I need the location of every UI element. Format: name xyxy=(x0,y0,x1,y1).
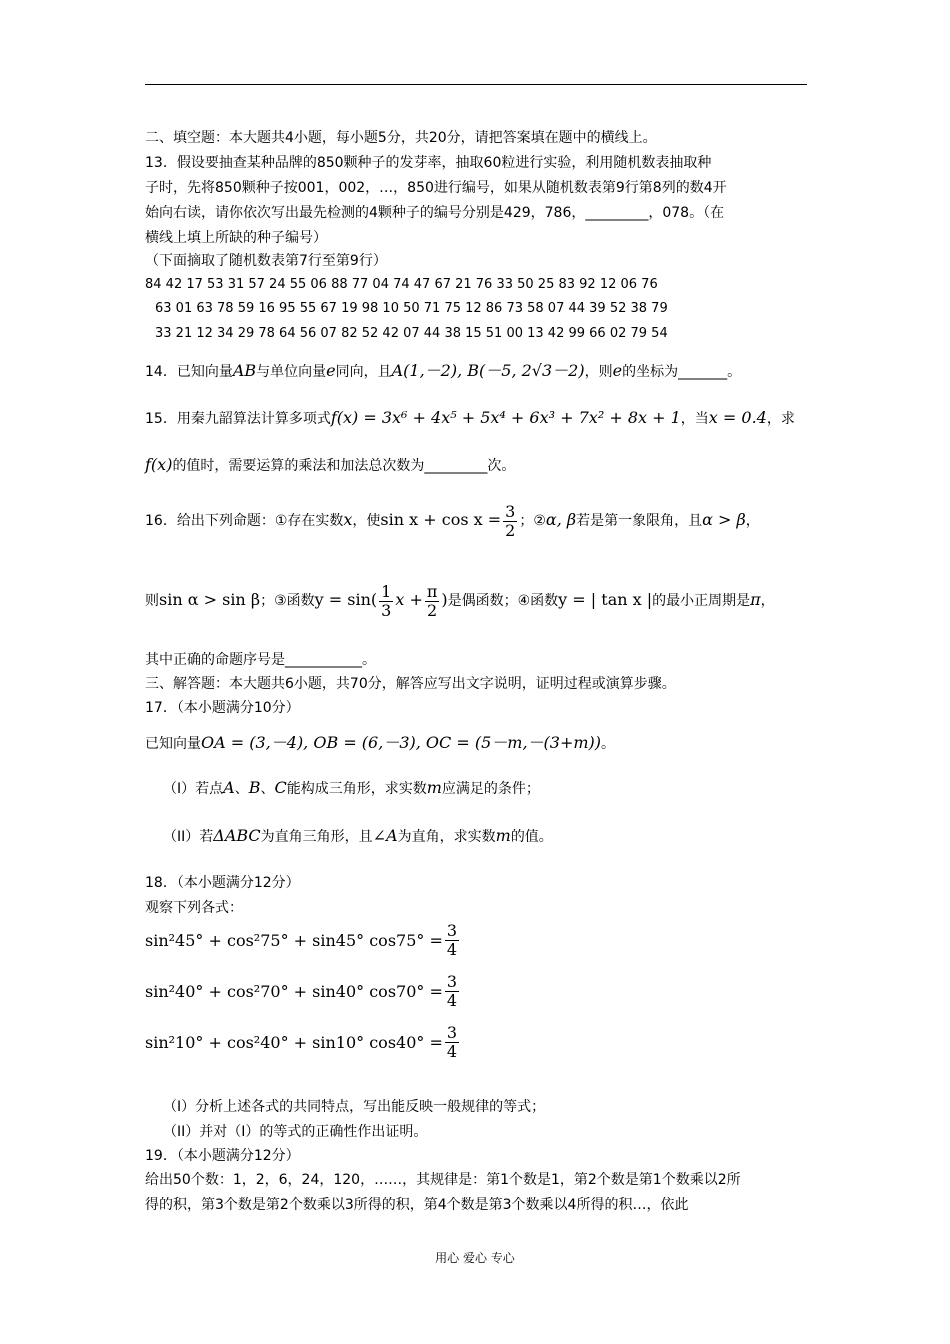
q16-line2: 则sin α > sin β；③函数y = sin( $\frac{1}{3}$ x + $\frac{\pi}{2}$ )是偶函数；④函数y = | tan x |的最小正周期是π， xyxy=(145,581,775,620)
q17-part2: （II）若ΔABC为直角三角形，且∠A为直角，求实数m的值。 xyxy=(163,826,553,845)
q16-answer-line: 其中正确的命题序号是___________。 xyxy=(145,652,376,668)
q18-part1: （I）分析上述各式的共同特点，写出能反映一般规律的等式； xyxy=(163,1099,546,1115)
q19-line2: 得的积，第3个数是第2个数乘以3所得的积，第4个数是第3个数乘以4所得的积…，依此 xyxy=(145,1197,689,1213)
q19-line1: 给出50个数：1，2，6，24，120，……，其规律是：第1个数是1，第2个数是第1个数乘以2所 xyxy=(145,1172,741,1188)
q17-title: 17．（本小题满分10分） xyxy=(145,700,300,716)
q13-table-note: （下面摘取了随机数表第7行至第9行） xyxy=(145,253,387,269)
q18-equation-1: sin²45° + cos²75° + sin45° cos75° = $\frac{3}{4}$ xyxy=(145,921,458,959)
q15-line1: 15．用秦九韶算法计算多项式f(x) = 3x⁶ + 4x⁵ + 5x⁴ + 6x³ + 7x² + 8x + 1，当x = 0.4，求 xyxy=(145,408,795,427)
q18-intro: 观察下列各式： xyxy=(145,900,243,916)
q17-given: 已知向量OA = (3,－4), OB = (6,－3), OC = (5－m,－(3+m))。 xyxy=(145,733,616,752)
q15-line2: f(x)的值时，需要运算的乘法和加法总次数为_________次。 xyxy=(145,455,516,474)
q18-equation-3: sin²10° + cos²40° + sin10° cos40° = $\frac{3}{4}$ xyxy=(145,1023,458,1061)
q19-title: 19．（本小题满分12分） xyxy=(145,1148,300,1164)
q13-line1: 13．假设要抽查某种品牌的850颗种子的发芽率，抽取60粒进行实验，利用随机数表抽取种 xyxy=(145,155,712,171)
page-footer: 用心 爱心 专心 xyxy=(435,1251,515,1265)
random-table-row-8: 63 01 63 78 59 16 95 55 67 19 98 10 50 71 75 12 86 73 58 07 44 39 52 38 79 xyxy=(155,301,668,316)
section2-header: 二、填空题：本大题共4小题，每小题5分，共20分，请把答案填在题中的横线上。 xyxy=(145,130,657,146)
q13-line4: 横线上填上所缺的种子编号） xyxy=(145,230,327,246)
q13-line3: 始向右读，请你依次写出最先检测的4颗种子的编号分别是429，786，_________，078。（在 xyxy=(145,205,725,221)
q16-line1: 16．给出下列命题：①存在实数x，使sin x + cos x = $\frac{3}{2}$ ；②α, β若是第一象限角，且α > β， xyxy=(145,501,760,540)
q13-line2: 子时，先将850颗种子按001，002，…，850进行编号，如果从随机数表第9行第8列的数4开 xyxy=(145,180,727,196)
q18-part2: （II）并对（I）的等式的正确性作出证明。 xyxy=(163,1124,428,1140)
q17-part1: （I）若点A、B、C能构成三角形，求实数m应满足的条件； xyxy=(163,778,540,797)
random-table-row-9: 33 21 12 34 29 78 64 56 07 82 52 42 07 44 38 15 51 00 13 42 99 66 02 79 54 xyxy=(155,326,668,341)
q14: 14．已知向量AB与单位向量e同向，且A(1,－2), B(－5, 2√3－2)，则e的坐标为_______。 xyxy=(145,361,742,380)
section3-header: 三、解答题：本大题共6小题，共70分，解答应写出文字说明，证明过程或演算步骤。 xyxy=(145,676,676,692)
random-table-row-7: 84 42 17 53 31 57 24 55 06 88 77 04 74 47 67 21 76 33 50 25 83 92 12 06 76 xyxy=(145,277,658,292)
q18-equation-2: sin²40° + cos²70° + sin40° cos70° = $\frac{3}{4}$ xyxy=(145,972,458,1010)
header-rule xyxy=(145,84,807,85)
q18-title: 18．（本小题满分12分） xyxy=(145,875,300,891)
